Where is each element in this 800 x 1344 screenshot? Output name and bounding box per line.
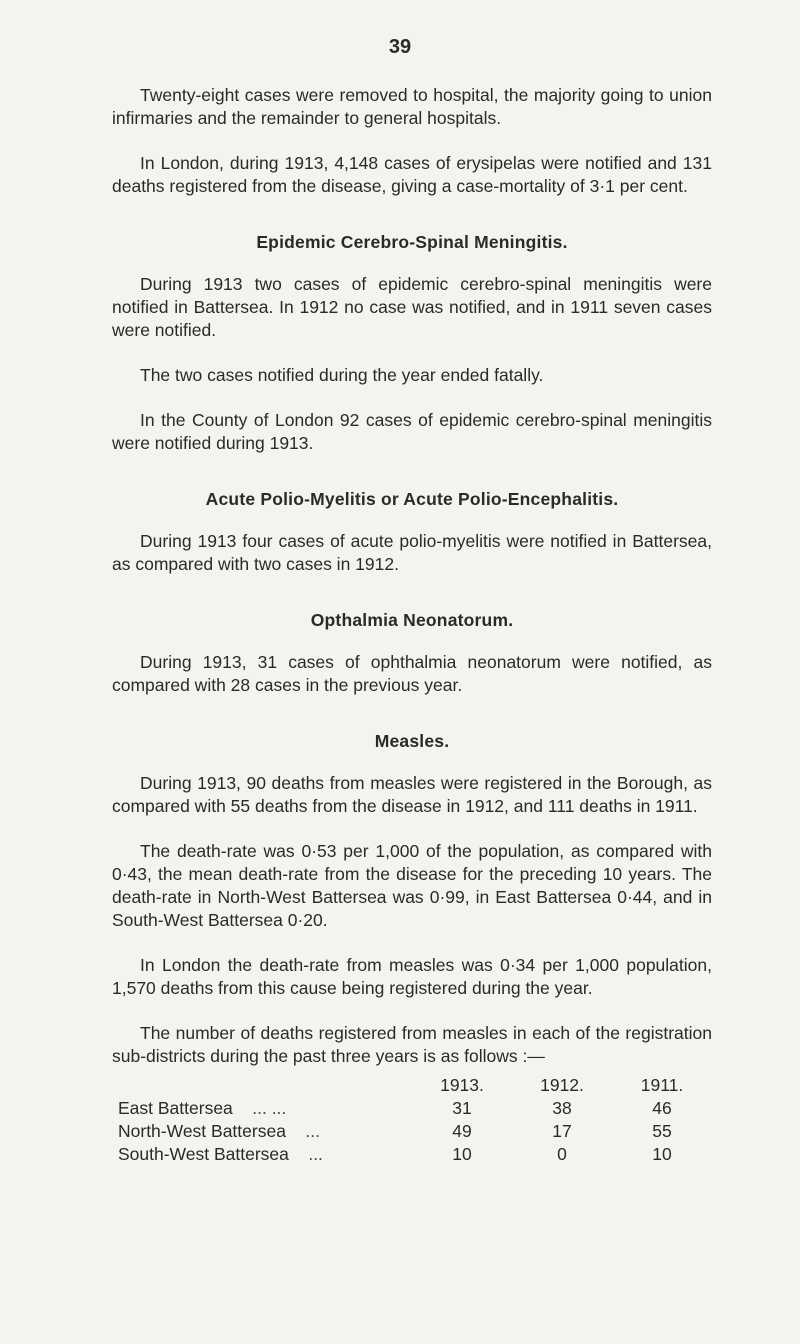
table-row [112, 1120, 712, 1143]
paragraph: During 1913 four cases of acute polio-myelitis were notified in Battersea, as compared with two cases in 1912. [112, 531, 712, 574]
table-header-cell: 1912. [540, 1075, 584, 1095]
table-header-blank [112, 1074, 412, 1097]
row-label [112, 1097, 412, 1120]
table-cell: 49 [452, 1121, 472, 1141]
paragraph: The number of deaths registered from measles in each of the registration sub-districts during the past three years is as follows :— [112, 1023, 712, 1066]
paragraph: The two cases notified during the year ended fatally. [140, 365, 544, 385]
paragraph: In London, during 1913, 4,148 cases of erysipelas were notified and 131 deaths registered from the disease, giving a case-mortality of 3·1 per cent. [112, 153, 712, 196]
row-name: North-West Battersea [118, 1121, 286, 1141]
page-number: 39 [388, 36, 412, 58]
deaths-table [112, 1074, 712, 1166]
table-cell: 46 [652, 1098, 672, 1118]
table-cell: 55 [652, 1121, 672, 1141]
table-cell: 17 [552, 1121, 572, 1141]
leader-dots: ... ... [252, 1098, 287, 1118]
paragraph: The death-rate was 0·53 per 1,000 of the population, as compared with 0·43, the mean death-rate from the disease for the preceding 10 years. The death-rate in North-West Battersea was 0·99, in East Battersea 0·44, and in South-West Battersea 0·20. [112, 841, 712, 930]
table-cell: 0 [557, 1144, 567, 1164]
table-cell: 10 [452, 1144, 472, 1164]
table-header-cell: 1913. [440, 1075, 484, 1095]
row-name: East Battersea [118, 1098, 233, 1118]
paragraph: Twenty-eight cases were removed to hospital, the majority going to union infirmaries and the remainder to general hospitals. [112, 85, 712, 128]
page-content [112, 84, 712, 1166]
section-heading: Acute Polio-Myelitis or Acute Polio-Encephalitis. [205, 489, 619, 509]
leader-dots: ... [308, 1144, 323, 1164]
paragraph: During 1913 two cases of epidemic cerebro-spinal meningitis were notified in Battersea. In 1912 no case was notified, and in 1911 seven cases were notified. [112, 274, 712, 340]
table-row [112, 1097, 712, 1120]
table-header-cell: 1911. [640, 1075, 684, 1095]
table-row [112, 1143, 712, 1166]
paragraph: During 1913, 31 cases of ophthalmia neonatorum were notified, as compared with 28 cases in the previous year. [112, 652, 712, 695]
table-cell: 31 [452, 1098, 472, 1118]
table-cell: 10 [652, 1144, 672, 1164]
row-label [112, 1143, 412, 1166]
section-heading: Measles. [374, 731, 450, 751]
row-label [112, 1120, 412, 1143]
leader-dots: ... [305, 1121, 320, 1141]
section-heading: Epidemic Cerebro-Spinal Meningitis. [256, 232, 568, 252]
paragraph: During 1913, 90 deaths from measles were registered in the Borough, as compared with 55 deaths from the disease in 1912, and 111 deaths in 1911. [112, 773, 712, 816]
paragraph: In London the death-rate from measles was 0·34 per 1,000 population, 1,570 deaths from this cause being registered during the year. [112, 955, 712, 998]
row-name: South-West Battersea [118, 1144, 289, 1164]
paragraph: In the County of London 92 cases of epidemic cerebro-spinal meningitis were notified during 1913. [112, 410, 712, 453]
table-cell: 38 [552, 1098, 572, 1118]
section-heading: Opthalmia Neonatorum. [310, 610, 514, 630]
table-header-row [112, 1074, 712, 1097]
